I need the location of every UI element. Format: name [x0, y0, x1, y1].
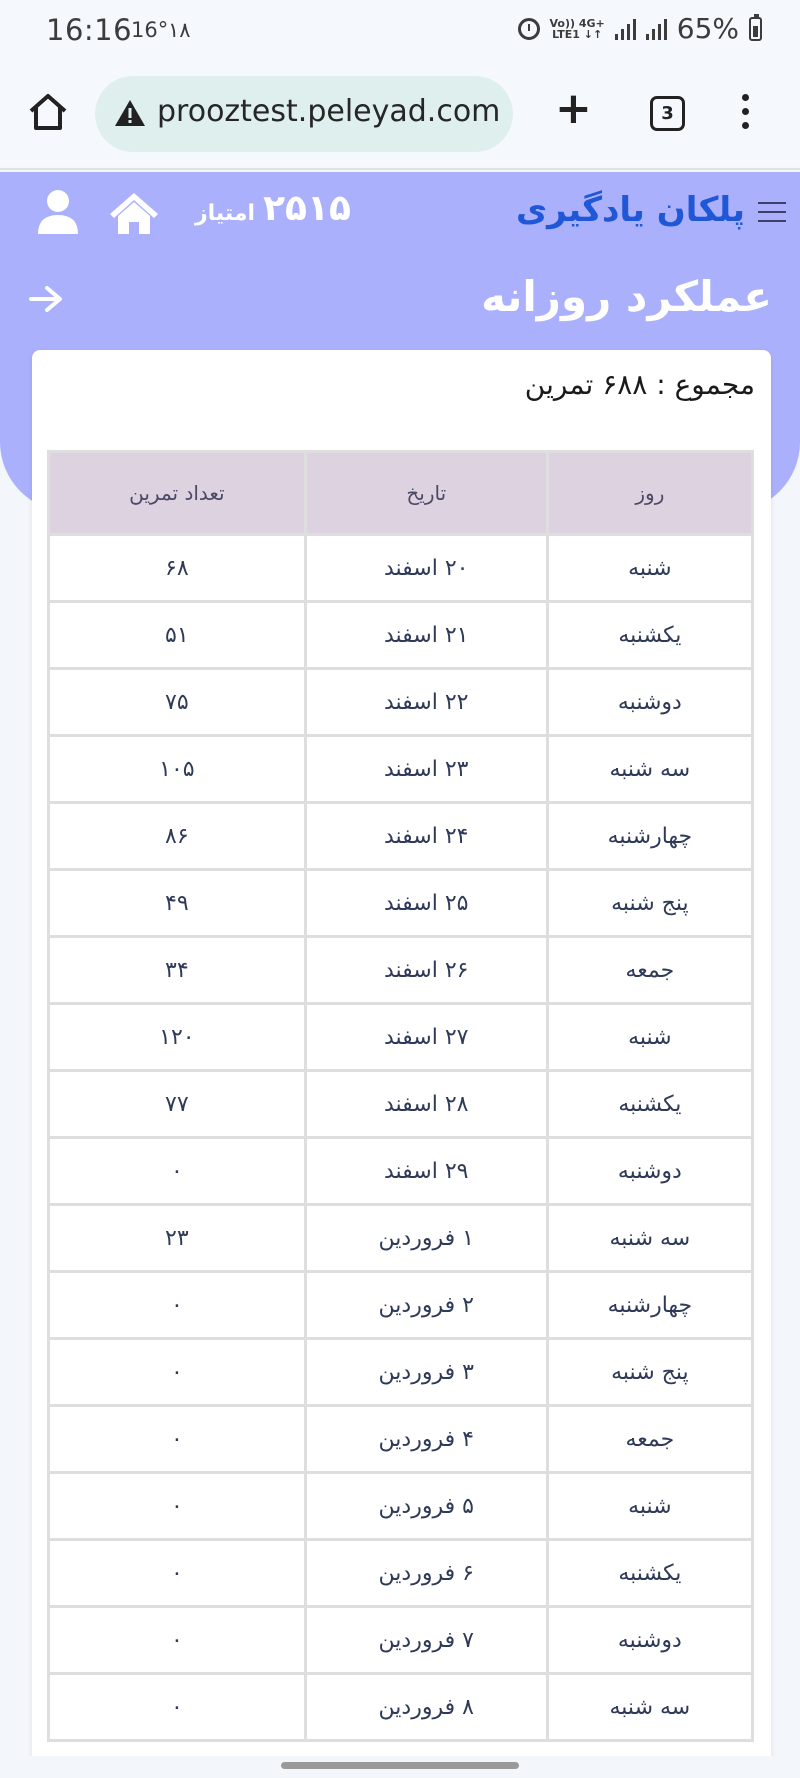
cell-count: ۱۲۰: [49, 1004, 306, 1071]
signal-icon: [615, 18, 636, 40]
cell-count: ۶۸: [49, 535, 306, 602]
cell-date: ۱ فروردین: [305, 1205, 547, 1272]
cell-count: ۰: [49, 1674, 306, 1741]
score-label: امتیاز: [195, 201, 256, 226]
status-extra: ۱۸: [168, 18, 191, 42]
daily-performance-table: [47, 450, 754, 1742]
hamburger-menu-icon[interactable]: [758, 202, 786, 229]
new-tab-button[interactable]: +: [555, 83, 592, 134]
url-text[interactable]: prooztest.peleyad.com: [157, 94, 501, 129]
table-header-row: [49, 452, 753, 535]
cell-count: ۲۳: [49, 1205, 306, 1272]
cell-count: ۰: [49, 1473, 306, 1540]
cell-day: چهارشنبه: [547, 803, 752, 870]
cell-date: ۲۰ اسفند: [305, 535, 547, 602]
score-display: [195, 188, 351, 229]
table-row: [49, 1138, 753, 1205]
cell-count: ۰: [49, 1138, 306, 1205]
cell-day: جمعه: [547, 937, 752, 1004]
tab-switcher-button[interactable]: 3: [650, 96, 685, 131]
cell-day: دوشنبه: [547, 1607, 752, 1674]
cell-day: پنج شنبه: [547, 1339, 752, 1406]
total-exercises: مجموع : ۶۸۸ تمرین: [524, 368, 755, 401]
temperature: 16°: [131, 18, 169, 42]
cell-day: دوشنبه: [547, 669, 752, 736]
cell-day: شنبه: [547, 1473, 752, 1540]
table-row: [49, 1004, 753, 1071]
app-home-icon[interactable]: [108, 190, 160, 236]
brand-logo-text[interactable]: پلکان یادگیری: [516, 190, 745, 230]
cell-date: ۲۶ اسفند: [305, 937, 547, 1004]
cell-count: ۵۱: [49, 602, 306, 669]
cell-date: ۳ فروردین: [305, 1339, 547, 1406]
home-icon[interactable]: [26, 90, 70, 134]
cell-date: ۵ فروردین: [305, 1473, 547, 1540]
cell-date: ۲۴ اسفند: [305, 803, 547, 870]
more-vert-icon[interactable]: [740, 94, 750, 134]
cell-date: ۲۹ اسفند: [305, 1138, 547, 1205]
cell-date: ۸ فروردین: [305, 1674, 547, 1741]
daily-performance-card: [32, 350, 771, 1756]
cell-date: ۲۱ اسفند: [305, 602, 547, 669]
cell-count: ۰: [49, 1540, 306, 1607]
cell-day: سه شنبه: [547, 1674, 752, 1741]
cell-count: ۰: [49, 1272, 306, 1339]
header-day: روز: [547, 452, 752, 535]
battery-icon: [749, 17, 762, 41]
alarm-icon: [518, 18, 540, 40]
cell-day: جمعه: [547, 1406, 752, 1473]
table-row: [49, 736, 753, 803]
cell-day: سه شنبه: [547, 736, 752, 803]
cell-day: چهارشنبه: [547, 1272, 752, 1339]
table-row: [49, 1272, 753, 1339]
table-body: [49, 535, 753, 1741]
table-row: [49, 1339, 753, 1406]
cell-date: ۲۸ اسفند: [305, 1071, 547, 1138]
gesture-handle[interactable]: [281, 1762, 519, 1769]
header-count: تعداد تمرین: [49, 452, 306, 535]
cell-date: ۲۵ اسفند: [305, 870, 547, 937]
table-row: [49, 1406, 753, 1473]
system-nav-bar: [0, 1756, 800, 1778]
cell-count: ۸۶: [49, 803, 306, 870]
table-row: [49, 803, 753, 870]
header-date: تاریخ: [305, 452, 547, 535]
table-row: [49, 1205, 753, 1272]
table-row: [49, 1674, 753, 1741]
cell-date: ۶ فروردین: [305, 1540, 547, 1607]
cell-day: دوشنبه: [547, 1138, 752, 1205]
browser-toolbar: [0, 60, 800, 170]
cell-count: ۰: [49, 1406, 306, 1473]
clock: 16:16: [46, 13, 133, 47]
battery-percent: 65%: [676, 12, 739, 45]
table-row: [49, 937, 753, 1004]
cell-count: ۱۰۵: [49, 736, 306, 803]
table-row: [49, 870, 753, 937]
cell-date: ۲۳ اسفند: [305, 736, 547, 803]
network-indicator: Vo)) 4G+ LTE1 ↓↑: [549, 16, 605, 41]
table-row: [49, 1607, 753, 1674]
table-row: [49, 1473, 753, 1540]
cell-date: ۴ فروردین: [305, 1406, 547, 1473]
signal-icon-2: [646, 18, 667, 40]
cell-count: ۴۹: [49, 870, 306, 937]
score-value: ۲۵۱۵: [263, 188, 351, 229]
cell-day: شنبه: [547, 1004, 752, 1071]
table-row: [49, 1540, 753, 1607]
table-row: [49, 602, 753, 669]
cell-date: ۲۲ اسفند: [305, 669, 547, 736]
cell-count: ۷۵: [49, 669, 306, 736]
cell-count: ۳۴: [49, 937, 306, 1004]
cell-count: ۰: [49, 1339, 306, 1406]
cell-count: ۰: [49, 1607, 306, 1674]
app-content: [0, 172, 800, 1756]
cell-date: ۷ فروردین: [305, 1607, 547, 1674]
table-row: [49, 669, 753, 736]
table-row: [49, 1071, 753, 1138]
cell-count: ۷۷: [49, 1071, 306, 1138]
user-profile-icon[interactable]: [36, 188, 80, 236]
cell-day: یکشنبه: [547, 1071, 752, 1138]
cell-date: ۲ فروردین: [305, 1272, 547, 1339]
table-row: [49, 535, 753, 602]
cell-day: پنج شنبه: [547, 870, 752, 937]
cell-day: شنبه: [547, 535, 752, 602]
cell-date: ۲۷ اسفند: [305, 1004, 547, 1071]
address-bar[interactable]: [95, 76, 513, 152]
cell-day: سه شنبه: [547, 1205, 752, 1272]
cell-day: یکشنبه: [547, 1540, 752, 1607]
cell-day: یکشنبه: [547, 602, 752, 669]
warning-icon[interactable]: [113, 98, 147, 128]
page-title: عملکرد روزانه: [481, 272, 772, 321]
arrow-right-icon[interactable]: [28, 284, 64, 314]
status-bar: [0, 0, 800, 60]
